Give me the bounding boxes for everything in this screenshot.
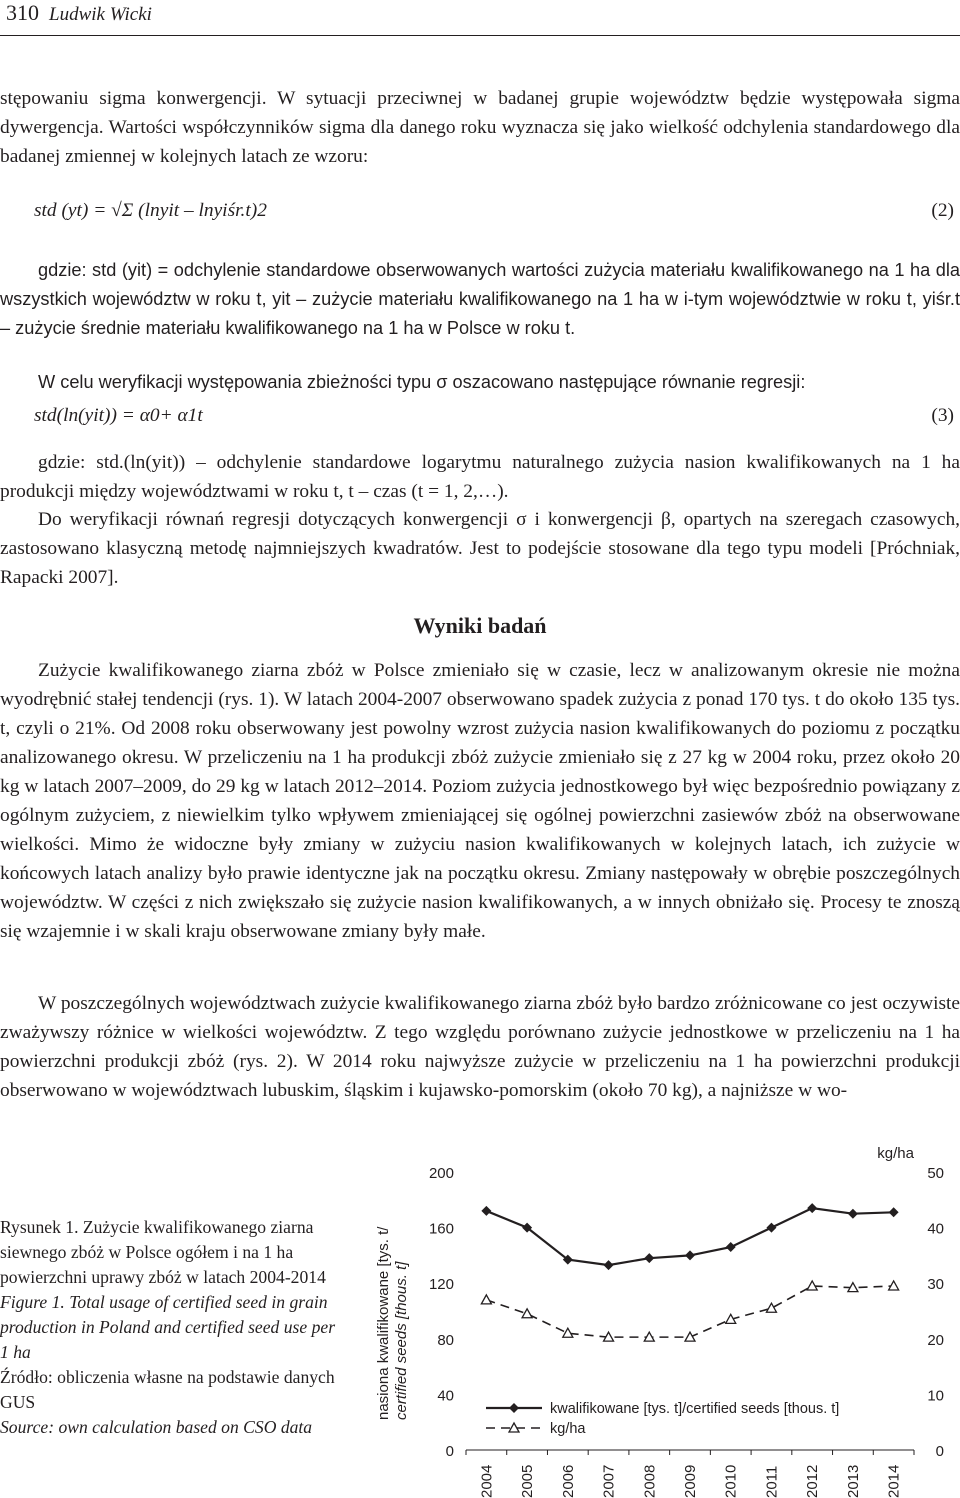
method-paragraph: Do weryfikacji równań regresji dotyczących konwergencji σ i konwergencji β, opartych na szeregach czasowych, zastosowano klasyczną metodę najmniejszych kwadratów. Jest to podejście stosowane dla tego typu modeli [Próchniak, Rapacki 2007]. <box>0 509 960 588</box>
series-2-point <box>522 1309 532 1318</box>
y-left-tick-label: 120 <box>428 1276 454 1294</box>
formula-3-number: (3) <box>931 405 954 426</box>
x-tick-label: 2004 <box>478 1464 496 1498</box>
series-1-point <box>644 1253 654 1263</box>
x-tick-label: 2014 <box>885 1464 903 1498</box>
header-rule <box>0 35 960 36</box>
formula-3: std(ln(yit)) = α0+ α1t <box>34 405 203 426</box>
x-tick-label: 2005 <box>519 1464 537 1498</box>
series-1-point <box>807 1203 817 1213</box>
page-number: 310 <box>6 0 39 25</box>
y-left-tick-label: 80 <box>437 1331 454 1349</box>
formula-3-explanation: gdzie: std.(ln(yit)) – odchylenie standardowe logarytmu naturalnego zużycia nasion kwalifikowanych na 1 ha produkcji między województwami w roku t, t – czas (t = 1, 2,…). <box>0 452 960 502</box>
results-paragraph-2: W poszczególnych województwach zużycie kwalifikowanego ziarna zbóż było bardzo zróżnicowane co jest oczywiste zważywszy różnice w wielkości województw. Z tego względu porównano zużycie jednostkowe w przeliczeniu na 1 ha powierzchni produkcji zbóż (rys. 2). W 2014 roku najwyższe zużycie w przeliczeniu na 1 ha powierzchni produkcji obserwowano w województwach lubuskim, śląskim i kujawsko-pomorskim (około 70 kg), a najniższe w wo- <box>0 993 960 1101</box>
intro-paragraph: stępowaniu sigma konwergencji. W sytuacji przeciwnej w badanej grupie województw będzie występowała sigma dywergencja. Wartości współczynników sigma dla danego roku wyznacza się jako wielkość odchylenia standardowego dla badanej zmiennej w kolejnych latach ze wzoru: <box>0 88 960 167</box>
running-author: Ludwik Wicki <box>49 4 152 25</box>
series-1-point <box>766 1223 776 1233</box>
formula-2-explanation: gdzie: std (yit) = odchylenie standardowe obserwowanych wartości zużycia materiału kwalifikowanego na 1 ha dla wszystkich województw w roku t, yit – zużycie materiału kwalifikowanego na 1 ha w i-tym województwie w roku t, yiśr.t – zużycie średnie materiału kwalifikowanego na 1 ha w Polsce w roku t. <box>0 260 960 338</box>
y-right-tick-label: 0 <box>935 1443 944 1460</box>
x-tick-label: 2012 <box>804 1464 822 1498</box>
series-1-point <box>848 1209 858 1219</box>
series-1-point <box>604 1260 614 1270</box>
y-left-tick-label: 200 <box>428 1165 454 1182</box>
formula-2: std (yt) = √Σ (lnyit – lnyiśr.t)2 <box>34 200 267 221</box>
x-tick-label: 2008 <box>641 1464 659 1498</box>
series-1-point <box>685 1250 695 1260</box>
x-tick-label: 2013 <box>844 1464 862 1498</box>
y-right-tick-label: 30 <box>927 1276 944 1294</box>
regression-intro: W celu weryfikacji występowania zbieżności typu σ oszacowano następujące równanie regresji: <box>38 372 806 392</box>
x-tick-label: 2011 <box>763 1465 781 1498</box>
legend-label-1: kwalifikowane [tys. t]/certified seeds [thous. t] <box>550 1401 840 1417</box>
series-1-point <box>481 1206 491 1216</box>
series-2-point <box>685 1332 695 1341</box>
figure-caption <box>0 1215 340 1440</box>
y-left-tick-label: 40 <box>437 1387 454 1405</box>
series-2-point <box>481 1295 491 1304</box>
series-2-point <box>766 1303 776 1312</box>
legend-label-2: kg/ha <box>550 1421 586 1437</box>
y-right-axis-label: kg/ha <box>877 1145 914 1162</box>
series-2-point <box>563 1328 573 1337</box>
caption-source-pl: Źródło: obliczenia własne na podstawie danych GUS <box>0 1367 335 1412</box>
y-left-tick-label: 160 <box>428 1220 454 1238</box>
caption-en: Figure 1. Total usage of certified seed in grain production in Poland and certified seed use per 1 ha <box>0 1292 336 1362</box>
legend-marker-1 <box>509 1403 519 1413</box>
y-left-axis-label-pl: nasiona kwalifikowane [tys. t/ <box>375 1226 392 1420</box>
y-right-tick-label: 10 <box>927 1387 944 1405</box>
series-line-2 <box>486 1286 893 1337</box>
section-heading: Wyniki badań <box>413 613 547 638</box>
caption-source-en: Source: own calculation based on CSO data <box>0 1417 313 1437</box>
x-tick-label: 2010 <box>722 1464 740 1498</box>
x-tick-label: 2009 <box>682 1464 699 1498</box>
formula-2-number: (2) <box>931 200 954 221</box>
x-tick-label: 2007 <box>600 1464 618 1498</box>
results-paragraph-1: Zużycie kwalifikowanego ziarna zbóż w Polsce zmieniało się w czasie, lecz w analizowanym okresie nie można wyodrębnić stałej tendencji (rys. 1). W latach 2004-2007 obserwowano spadek zużycia z ponad 170 tys. t do około 135 tys. t, czyli o 21%. Od 2008 roku obserwowany jest powolny wzrost zużycia nasion kwalifikowanych do poziomu z początku analizowanego okresu. W przeliczeniu na 1 ha produkcji zbóż zużycie zmieniało się z 27 kg w 2004 roku, przez około 20 kg w latach 2007–2009, do 29 kg w latach 2012–2014. Poziom zużycia jednostkowego był więc bezpośrednio powiązany z ogólnym zużyciem, z niewielkim tylko wpływem zmieniającej się ogólnej powierzchni zasiewów zbóż na obserwowane wielkości. Mimo że widoczne były zmiany w zużyciu nasion kwalifikowanych w kolejnych latach, ich zużycie w końcowych latach analizy było prawie identyczne jak na początku okresu. Zmiany następowały w obrębie poszczególnych województw. W części z nich zwiększało się zużycie nasion kwalifikowanych, a w innych obniżało się. Procesy te znoszą się wzajemnie i w skali kraju obserwowane zmiany były małe. <box>0 660 960 942</box>
page-header <box>6 0 152 26</box>
series-1-point <box>889 1207 899 1217</box>
y-right-tick-label: 40 <box>927 1220 944 1238</box>
series-1-point <box>726 1242 736 1252</box>
caption-pl: Rysunek 1. Zużycie kwalifikowanego ziarna siewnego zbóż w Polsce ogółem i na 1 ha powierzchni uprawy zbóż w latach 2004-2014 <box>0 1217 326 1287</box>
y-left-tick-label: 0 <box>445 1443 454 1460</box>
y-right-tick-label: 20 <box>927 1331 944 1349</box>
y-left-axis-label-en: certified seeds [thous. t] <box>393 1261 410 1420</box>
y-right-tick-label: 50 <box>927 1165 944 1182</box>
x-tick-label: 2006 <box>559 1464 577 1498</box>
figure-1-chart <box>350 1130 960 1498</box>
